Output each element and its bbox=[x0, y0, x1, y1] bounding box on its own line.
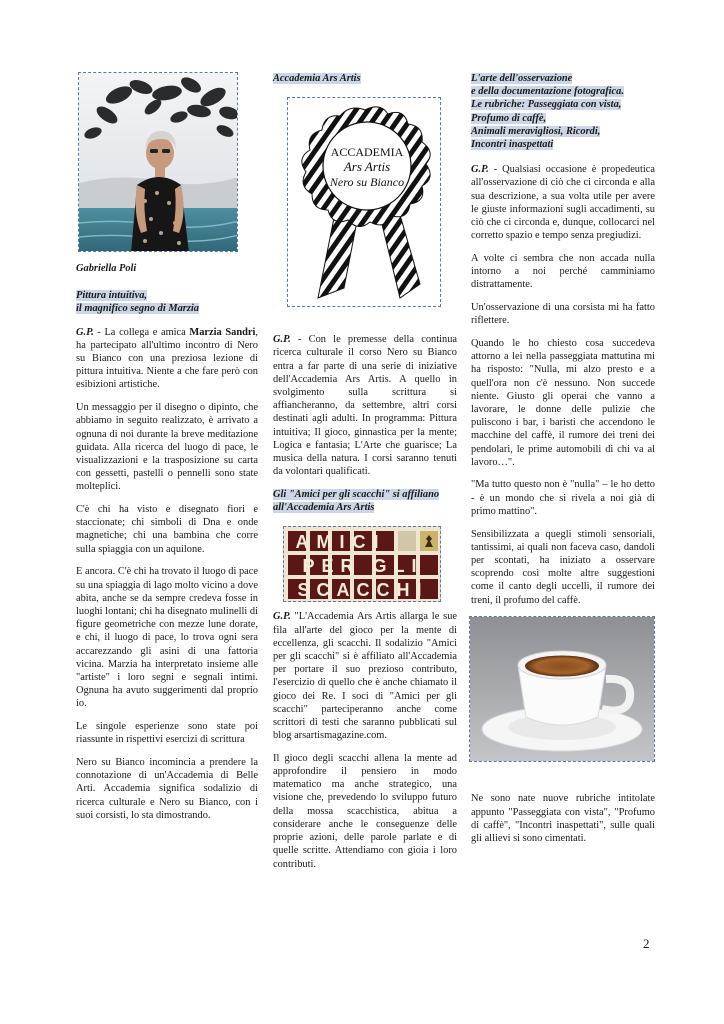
academy-seal-graphic bbox=[288, 98, 441, 307]
paragraph: Quando le ho chiesto cosa succedeva attorno a lei nella passeggiata mattutina mi ha risposto: "Nulla, mi alzo presto e a quell'ora non c'è nessuno. Non succede niente. Giusto gli operai che vanno a lavorare, le donne delle pulizie che puliscono i bar, i baristi che accendono le macchine del caffè, il rumore dei treni dei pendolari, le prime automobili di chi va al lavoro…". bbox=[471, 337, 655, 468]
heading-line: Animali meravigliosi, Ricordi, bbox=[471, 125, 601, 137]
chess-club-banner bbox=[283, 526, 441, 602]
banner-line-3: SCACCHI bbox=[297, 580, 429, 601]
column-2 bbox=[273, 72, 457, 880]
paragraph: Ne sono nate nuove rubriche intitolate appunto "Passeggiata con vista", "Profumo di caffè", "Incontri inaspettati", sulle quali gli allievi si sono cimentati. bbox=[471, 793, 655, 844]
logo-line-1: ACCADEMIA bbox=[330, 145, 404, 160]
initials: G.P. bbox=[273, 334, 291, 346]
text-run: - Con le premesse della continua ricerca culturale il corso Nero su Bianco entra a far parte di una serie di iniziative dell'Accademia Ars Artis. A quello in svolgimento sulla scrittura si affiancheranno, da settembre, altri corsi destinati agli adulti. In programma: Pittura intuitiva; Il gioco, ginnastica per la mente; Logica e fantasia; L'Arte che guarisce; La musica della natura. I corsi saranno tenuti da volontari qualificati. bbox=[273, 334, 457, 478]
column-1 bbox=[76, 72, 258, 832]
paragraph bbox=[76, 326, 258, 392]
article-heading bbox=[76, 289, 258, 315]
paragraph: "Ma tutto questo non è "nulla" – le ho detto - è un mondo che si rivela a noi già di primo mattino". bbox=[471, 479, 655, 517]
paragraph: Un'osservazione di una corsista mi ha fatto riflettere. bbox=[471, 302, 655, 327]
paragraph: Sensibilizzata a quegli stimoli sensoriali, tantissimi, ai quali non faceva caso, dandoli per scontati, ha iniziato a osservare scoprendo così molte altre suggestioni come il canto degli uccelli, il rumore dei treni, il profumo del caffè. bbox=[471, 528, 655, 606]
article-heading bbox=[273, 72, 457, 85]
banner-line-2: PER GLI bbox=[302, 556, 424, 577]
text-run: - La collega e amica bbox=[93, 326, 190, 338]
article-heading bbox=[471, 72, 655, 151]
logo-line-2: Ars Artis bbox=[343, 159, 391, 175]
initials: G.P. bbox=[273, 611, 291, 623]
paragraph: C'è chi ha visto e disegnato fiori e staccionate; chi simboli di Dna e onde magnetiche; chi una bambina che corre sulla spiaggia con un aquilone. bbox=[76, 504, 258, 555]
paragraph bbox=[273, 333, 457, 478]
page-number: 2 bbox=[643, 936, 650, 951]
initials: G.P. bbox=[471, 164, 489, 176]
author-name: Gabriella Poli bbox=[76, 263, 137, 274]
heading-line: all'Accademia Ars Artis bbox=[273, 502, 375, 514]
chess-banner-graphic bbox=[284, 527, 441, 602]
text-run: , ha partecipato all'ultimo incontro di Nero su Bianco con una preziosa lezione di pittura intuitiva. Niente a che fare però con esibizioni artistiche. bbox=[76, 326, 259, 391]
paragraph: A volte ci sembra che non accada nulla intorno a noi perché camminiamo distrattamente. bbox=[471, 252, 655, 291]
text-run: "L'Accademia Ars Artis allarga le sue fila all'arte del gioco per la mente di eccellenza, gli scacchi. Il sodalizio "Amici per gli scacchi" si è affiliato all'Accademia per portare il suo prezioso contributo, l'esercizio di quello che è anche chiamato il gioco dei Re. I soci di "Amici per gli scacchi" parteciperanno anche come scrittori di testi che saranno pubblicati sul blog arsartismagazine.com. bbox=[273, 611, 457, 742]
heading-line: il magnifico segno di Marzia bbox=[76, 303, 199, 315]
coffee-photo bbox=[469, 616, 655, 762]
paragraph bbox=[471, 163, 655, 242]
initials: G.P. bbox=[76, 326, 94, 338]
banner-line-1: AMICI bbox=[295, 532, 387, 553]
person-name: Marzia Sandri bbox=[189, 326, 256, 338]
heading-line: Incontri inaspettati bbox=[471, 139, 554, 151]
author-photo bbox=[78, 72, 238, 252]
woman-by-sculpture-photo bbox=[79, 73, 238, 252]
heading-line: Pittura intuitiva, bbox=[76, 290, 148, 302]
paragraph: Le singole esperienze sono state poi riassunte in rispettivi esercizi di scrittura bbox=[76, 721, 258, 746]
column-3 bbox=[471, 72, 655, 855]
heading-line: Accademia Ars Artis bbox=[273, 73, 361, 84]
heading-line: L'arte dell'osservazione bbox=[471, 73, 573, 84]
espresso-cup-photo bbox=[470, 617, 655, 762]
paragraph: Nero su Bianco incomincia a prendere la connotazione di un'Accademia di Belle Arti. Accademia significa sodalizio di ricerca culturale e Nero su Bianco, con i suoi corsisti, lo sta dimostrando. bbox=[76, 757, 258, 821]
heading-line: Profumo di caffè, bbox=[471, 112, 547, 124]
article-heading bbox=[273, 488, 457, 514]
heading-line: Gli "Amici per gli scacchi" si affiliano bbox=[273, 488, 440, 500]
paragraph: Il gioco degli scacchi allena la mente ad approfondire il pensiero in modo matematico ma anche strategico, una visione che, prevedendo lo sviluppo futuro della mossa scacchistica, abitua a considerare anche le conseguenze delle proprie azioni, delle parole parlate e di quelle scritte. Attendiamo con gioia i loro contributi. bbox=[273, 752, 457, 870]
paragraph: Un messaggio per il disegno o dipinto, che abbiamo in seguito realizzato, è arrivato a ognuna di noi durante la breve meditazione guidata. Alla ricerca del luogo di pace, le visualizzazioni e la trasposizione su carta con gessetti, pastelli o pennelli sono state molteplici. bbox=[76, 402, 258, 493]
heading-line: e della documentazione fotografica. bbox=[471, 86, 624, 98]
text-run: - Qualsiasi occasione è propedeutica all'osservazione di ciò che ci circonda e alla sua descrizione, a sua volta utile per avere le giuste informazioni sugli accadimenti, su ciò che ci circonda e, dunque, collocarci nel corretto spazio e tempo senza pregiudizi. bbox=[471, 164, 655, 242]
heading-line: Le rubriche: Passeggiata con vista, bbox=[471, 99, 622, 111]
paragraph: E ancora. C'è chi ha trovato il luogo di pace su una spiaggia di lago molto vicino a dove abita, anche se da sempre credeva fosse in luoghi lontani; chi ha disegnato mulinelli di figure geometriche con mezze lune dorate, e chi, il luogo di pace, lo trova ogni sera accarezzando gli asini di una fattoria vicina. Marzia ha interpretato insieme alle "artiste" i loro segni e segnali intimi. Ognuna ha avuto suggerimenti dal proprio io. bbox=[76, 566, 258, 710]
academy-logo bbox=[287, 97, 441, 307]
logo-line-3: Nero su Bianco bbox=[329, 175, 405, 190]
paragraph bbox=[273, 610, 457, 742]
